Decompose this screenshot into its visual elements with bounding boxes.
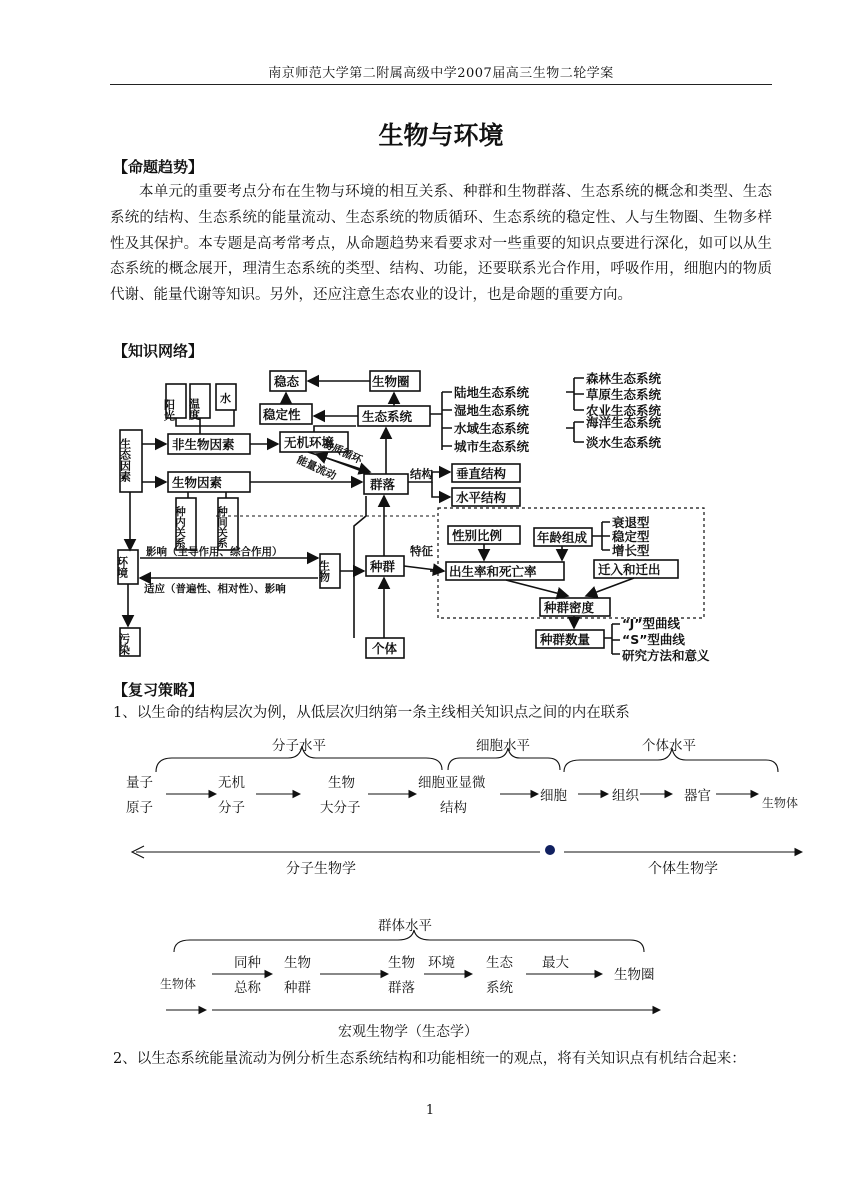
- label-fresh: 淡水生态系统: [586, 435, 662, 450]
- label-quantum-2: 原子: [126, 800, 153, 816]
- label-huanjing: 环境: [115, 556, 129, 578]
- label-stable: 稳定型: [612, 529, 650, 544]
- axis-caption: 宏观生物学（生态学）: [338, 1024, 478, 1040]
- header-rule: [110, 84, 772, 85]
- label-farm: 农业生态系统: [586, 403, 662, 418]
- label-shengtaixitong: 生态系统: [362, 409, 413, 424]
- label-yingxiang: 影响（主导作用、综合作用）: [146, 546, 283, 558]
- label-forest: 森林生态系统: [586, 371, 662, 386]
- label-wendu: 温度: [187, 398, 201, 420]
- label-land: 陆地生态系统: [454, 385, 530, 400]
- page-number: 1: [425, 1103, 435, 1118]
- review-heading: 【复习策略】: [113, 681, 204, 699]
- label-qunluo: 群落: [370, 477, 396, 492]
- label-quantity: 种群数量: [540, 632, 591, 647]
- running-header: 南京师范大学第二附属高级中学2007届高三生物二轮学案: [268, 66, 614, 81]
- label-wentai: 稳态: [274, 374, 300, 389]
- label-env: 环境: [428, 955, 455, 971]
- label-zhongjian: 种间关系: [216, 506, 228, 548]
- axis-center-dot: [545, 845, 555, 855]
- label-tezheng: 特征: [410, 544, 433, 558]
- label-jiegou: 结构: [410, 467, 433, 481]
- label-method: 研究方法和意义: [622, 648, 710, 663]
- label-density: 种群密度: [544, 600, 595, 615]
- label-same-2: 总称: [234, 980, 261, 996]
- label-start-cut: 生物体: [160, 977, 197, 991]
- label-sexratio: 性别比例: [452, 528, 503, 543]
- axis-label-right: 个体生物学: [648, 861, 718, 877]
- label-zhongnei: 种内关系: [174, 506, 186, 548]
- label-shiying: 适应（普遍性、相对性）、影响: [144, 583, 286, 595]
- label-agestruct: 年龄组成: [537, 530, 588, 545]
- page-title: 生物与环境: [378, 121, 504, 150]
- label-largest: 最大: [542, 955, 569, 971]
- knowledge-network-diagram: [108, 366, 768, 668]
- label-brace-cell: 细胞水平: [476, 738, 530, 754]
- label-pop-1: 生物: [284, 955, 311, 971]
- label-wujihuanjing: 无机环境: [284, 435, 335, 450]
- label-horizontal: 水平结构: [456, 490, 507, 505]
- trend-heading: 【命题趋势】: [113, 158, 204, 176]
- label-quantum-1: 量子: [126, 775, 153, 791]
- label-comm-1: 生物: [388, 955, 415, 971]
- label-brace-molecular: 分子水平: [272, 738, 326, 754]
- network-heading: 【知识网络】: [113, 342, 204, 360]
- label-brace-group: 群体水平: [378, 918, 432, 934]
- label-macromol-1: 生物: [328, 775, 355, 791]
- label-wetland: 湿地生态系统: [454, 403, 530, 418]
- label-submicro-1: 细胞亚显微: [418, 775, 486, 791]
- label-tissue: 组织: [612, 788, 639, 804]
- label-shengwuyinsu: 生物因素: [172, 475, 223, 490]
- label-macromol-2: 大分子: [320, 800, 361, 816]
- label-shui: 水: [220, 392, 231, 405]
- label-decline: 衰退型: [612, 515, 650, 530]
- label-eco-1: 生态: [486, 955, 513, 971]
- label-migrate: 迁入和迁出: [598, 562, 661, 577]
- trend-paragraph: 本单元的重要考点分布在生物与环境的相互关系、种群和生物群落、生态系统的概念和类型、生态系统的结构、生态系统的能量流动、生态系统的物质循环、生态系统的稳定性、人与生物圈、生物多样性及其保护。本专题是高考常考点，从命题趋势来看要求对一些重要的知识点要进行深化，如可以从生态系统的概念展开，理清生态系统的类型、结构、功能，还要联系光合作用，呼吸作用，细胞内的物质代谢、能量代谢等知识。另外，还应注意生态农业的设计，也是命题的重要方向。: [110, 184, 772, 304]
- label-jcurve: “J”型曲线: [622, 616, 681, 631]
- label-brace-individual: 个体水平: [642, 738, 696, 754]
- label-eco-2: 系统: [486, 980, 513, 996]
- label-cell: 细胞: [540, 788, 567, 804]
- label-wendingxing: 稳定性: [263, 407, 301, 422]
- label-organ: 器官: [684, 788, 711, 804]
- label-scurve: “S”型曲线: [622, 632, 685, 647]
- review-item-1: 1、以生命的结构层次为例，从低层次归纳第一条主线相关知识点之间的内在联系: [113, 705, 630, 721]
- label-grass: 草原生态系统: [586, 387, 662, 402]
- label-vertical: 垂直结构: [456, 466, 507, 481]
- label-geti: 个体: [372, 641, 398, 656]
- label-shengwuquan: 生物圈: [372, 374, 410, 389]
- label-same-1: 同种: [234, 955, 261, 971]
- label-inorganic-2: 分子: [218, 800, 245, 816]
- label-sea: 海洋生态系统: [586, 415, 662, 430]
- label-birthdeath: 出生率和死亡率: [449, 564, 537, 579]
- label-city: 城市生态系统: [454, 439, 530, 454]
- structure-hierarchy-diagram-1: [108, 730, 808, 880]
- structure-hierarchy-diagram-2: [108, 912, 708, 1042]
- label-individual-cut: 生物体: [762, 796, 799, 810]
- axis-label-left: 分子生物学: [286, 861, 356, 877]
- label-shengwu: 生物: [317, 560, 331, 582]
- label-zhongqun: 种群: [370, 559, 396, 574]
- label-pop-2: 种群: [284, 980, 311, 996]
- label-feishengwu: 非生物因素: [172, 437, 235, 452]
- label-inorganic-1: 无机: [218, 775, 245, 791]
- label-yangguang: 阳光: [162, 399, 176, 421]
- label-wuran: 污染: [117, 633, 131, 655]
- label-wuzhi: 物质循环: [320, 437, 364, 467]
- label-submicro-2: 结构: [440, 800, 467, 816]
- review-item-2: 2、以生态系统能量流动为例分析生态系统结构和功能相统一的观点，将有关知识点有机结合起来：: [113, 1051, 746, 1067]
- label-grow: 增长型: [612, 543, 650, 558]
- label-shengtaiyinsu: 生态因素: [118, 438, 132, 482]
- label-nengliang: 能量流动: [294, 453, 338, 483]
- label-biosphere: 生物圈: [614, 967, 655, 983]
- label-comm-2: 群落: [388, 980, 415, 996]
- label-water: 水域生态系统: [454, 421, 530, 436]
